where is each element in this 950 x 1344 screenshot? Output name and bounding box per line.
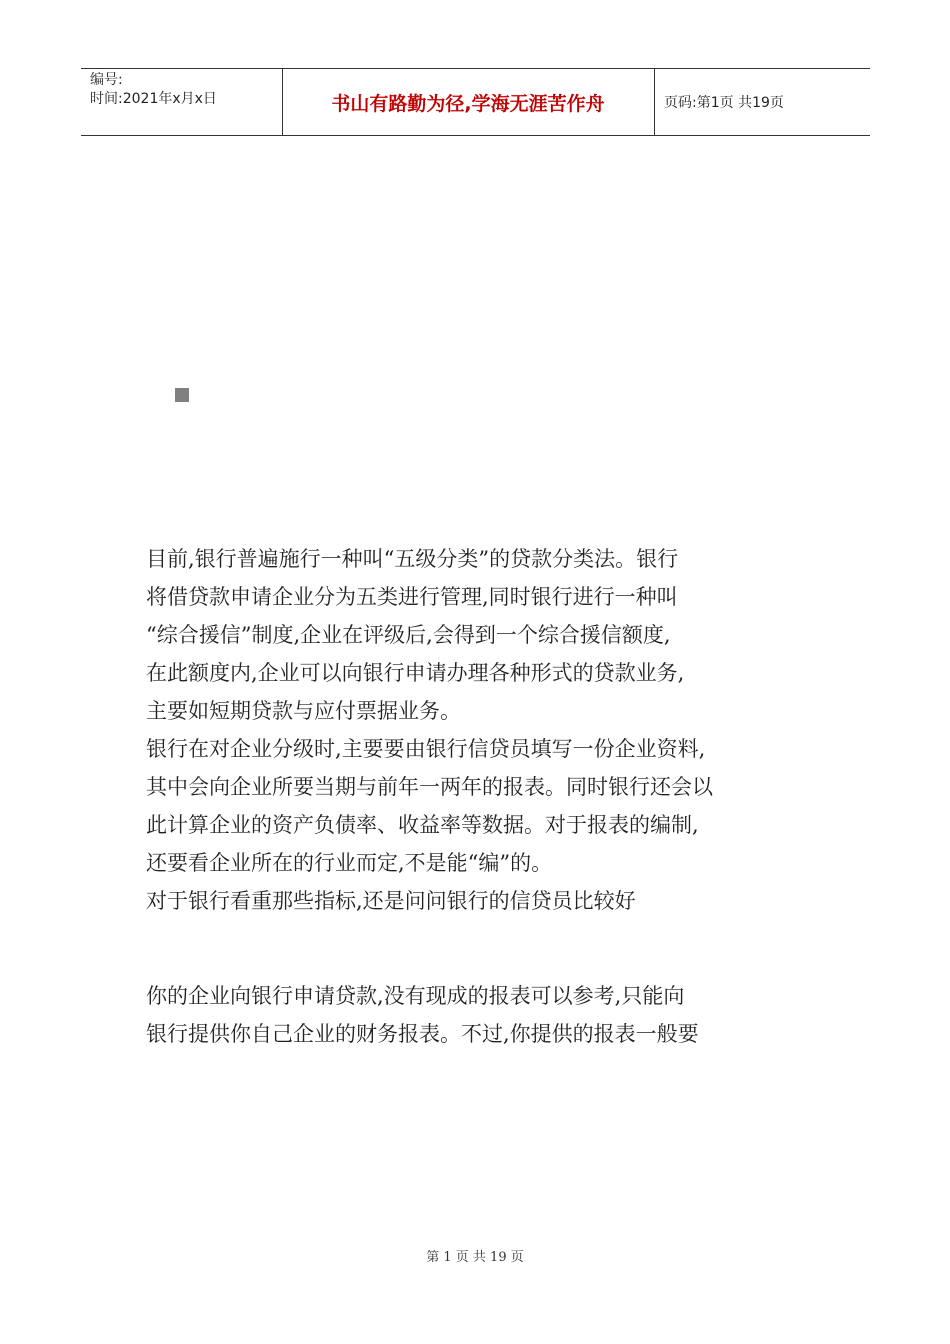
text-line: 将借贷款申请企业分为五类进行管理,同时银行进行一种叫 [146,585,678,609]
header-divider [654,69,655,135]
header-meta [90,71,217,109]
paragraph-gap [146,920,826,977]
text-line: 你的企业向银行申请贷款,没有现成的报表可以参考,只能向 [146,984,685,1008]
text-line: 对于银行看重那些指标,还是问问银行的信贷员比较好 [146,889,636,913]
text-line: 主要如短期贷款与应付票据业务。 [146,699,461,723]
paragraph [146,540,826,730]
page-footer: 第 1 页 共 19 页 [426,1250,524,1265]
header-number-label: 编号: [90,72,123,88]
page-header [81,68,870,136]
paragraph [146,977,826,1053]
text-line: 银行在对企业分级时,主要要由银行信贷员填写一份企业资料, [146,737,706,761]
text-line: 目前,银行普遍施行一种叫“五级分类”的贷款分类法。银行 [146,547,679,571]
paragraph [146,730,826,882]
header-motto: 书山有路勤为径,学海无涯苦作舟 [331,92,605,115]
paragraph [146,882,826,920]
header-time-label: 时间:2021年x月x日 [90,91,217,107]
document-body [146,540,826,1053]
text-line: 其中会向企业所要当期与前年一两年的报表。同时银行还会以 [146,775,713,799]
square-bullet-icon [175,388,189,402]
text-line: “综合援信”制度,企业在评级后,会得到一个综合援信额度, [146,623,671,647]
text-line: 还要看企业所在的行业而定,不是能“编”的。 [146,851,553,875]
header-page-label: 页码:第1页 共19页 [664,95,784,111]
text-line: 在此额度内,企业可以向银行申请办理各种形式的贷款业务, [146,661,685,685]
text-line: 银行提供你自己企业的财务报表。不过,你提供的报表一般要 [146,1022,699,1046]
text-line: 此计算企业的资产负债率、收益率等数据。对于报表的编制, [146,813,699,837]
